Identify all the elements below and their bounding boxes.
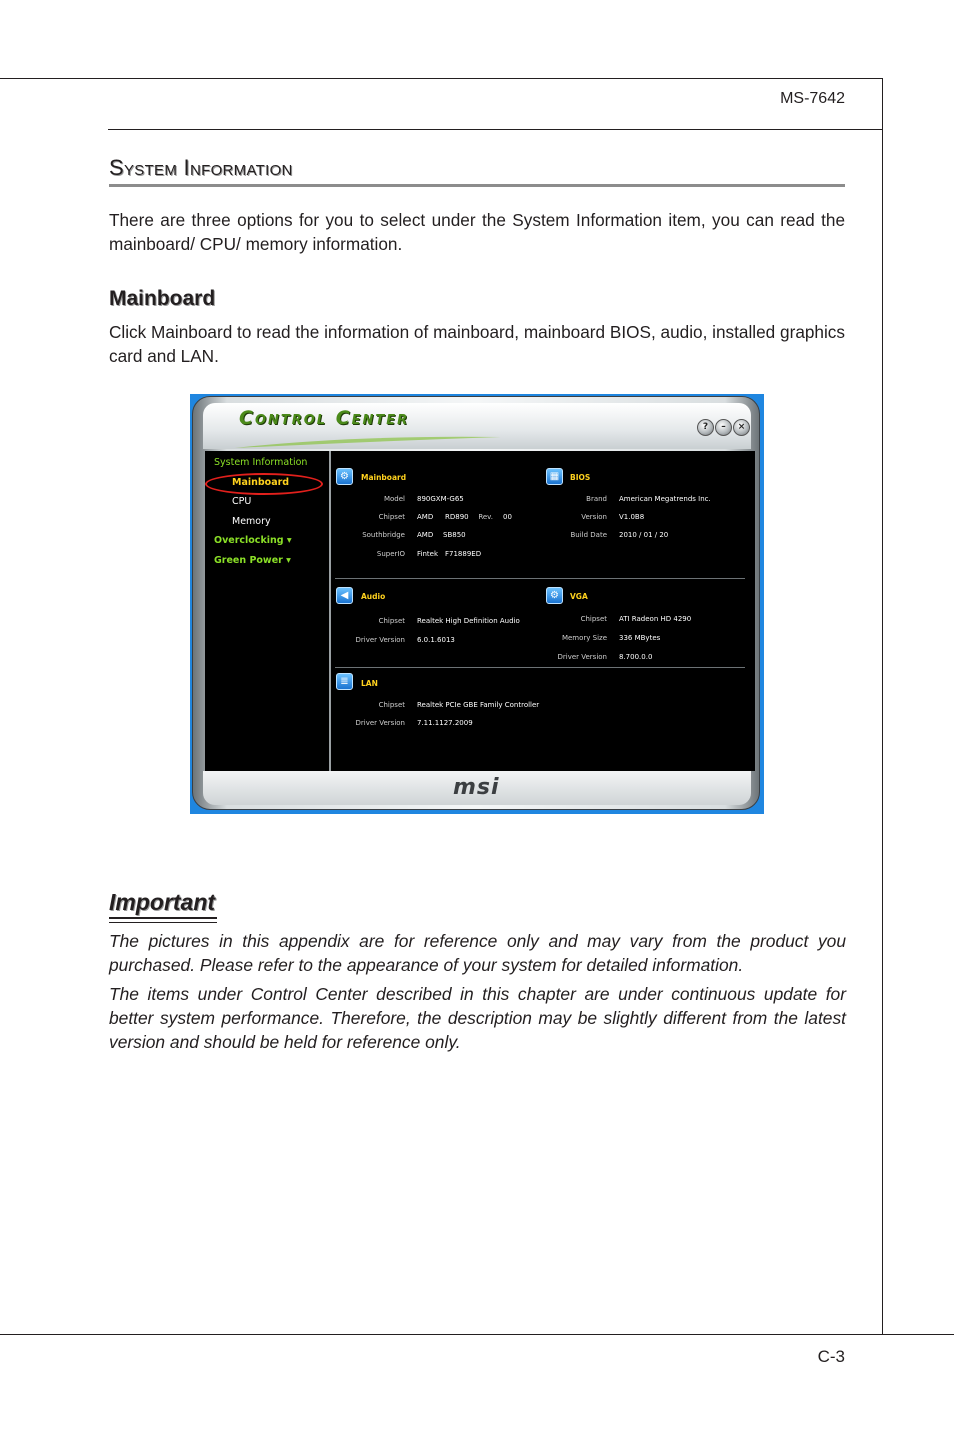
intro-paragraph: There are three options for you to select under the System Information item, you can read the mainboard/ CPU/ memory information.: [109, 210, 845, 254]
nav-mainboard[interactable]: Mainboard: [232, 477, 290, 488]
vga-gear-icon: ⚙: [546, 587, 563, 604]
chipset-label: Chipset: [378, 513, 405, 521]
important-note-2: The items under Control Center described in this chapter are under continuous update for better system performance. Therefore, the description may be slightly different from the latest version and should be held for reference only.: [109, 984, 846, 1052]
bios-chip-icon: ▦: [546, 468, 563, 485]
chipset-model: RD890: [445, 513, 469, 521]
logo-swoosh-icon: [233, 433, 503, 451]
build-date-label: Build Date: [570, 531, 607, 539]
important-heading: Important: [109, 889, 216, 915]
southbridge-label: Southbridge: [362, 531, 405, 539]
rev-value: 00: [503, 513, 512, 521]
close-button[interactable]: ×: [733, 419, 750, 436]
vga-chipset-value: ATI Radeon HD 4290: [619, 615, 692, 623]
minimize-button[interactable]: –: [715, 419, 732, 436]
footer-rule: [0, 1334, 954, 1335]
superio-label: SuperIO: [376, 550, 405, 558]
right-margin-rule: [882, 78, 883, 1334]
chipset-vendor: AMD: [417, 513, 434, 521]
header-rule: [108, 129, 883, 130]
vga-driver-value: 8.700.0.0: [619, 653, 653, 661]
build-date-value: 2010 / 01 / 20: [619, 531, 669, 539]
nav-system-information[interactable]: System Information: [214, 457, 308, 468]
lan-group-title: LAN: [361, 679, 378, 688]
bios-version-label: Version: [581, 513, 607, 521]
model-number: MS-7642: [780, 90, 845, 107]
important-underline: [109, 917, 217, 919]
control-center-screenshot: [190, 394, 764, 814]
important-note-1: The pictures in this appendix are for reference only and may vary from the product you purchased. Please refer to the appearance of your system for detailed information.: [109, 931, 846, 975]
app-title-bar: [203, 403, 751, 449]
vga-group-title: VGA: [570, 592, 588, 601]
southbridge-vendor: AMD: [417, 531, 434, 539]
mainboard-paragraph: Click Mainboard to read the information of mainboard, mainboard BIOS, audio, installed graphics card and LAN.: [109, 322, 845, 366]
mainboard-icon: ⚙: [336, 468, 353, 485]
section-title: System Information: [109, 155, 293, 180]
vga-driver-label: Driver Version: [557, 653, 607, 661]
audio-group-title: Audio: [361, 592, 386, 601]
superio-vendor: Fintek: [417, 550, 439, 558]
bios-group-title: BIOS: [570, 473, 591, 482]
lan-driver-value: 7.11.1127.2009: [417, 719, 473, 727]
msi-logo: msi: [453, 775, 500, 800]
audio-chipset-value: Realtek High Definition Audio: [417, 617, 520, 625]
superio-model: F71889ED: [445, 550, 482, 558]
group-divider-lower: [335, 667, 745, 668]
model-value: 890GXM-G65: [417, 495, 464, 503]
lan-network-icon: ≣: [336, 673, 353, 690]
southbridge-model: SB850: [443, 531, 466, 539]
audio-driver-label: Driver Version: [355, 636, 405, 644]
lan-driver-label: Driver Version: [355, 719, 405, 727]
rev-label: Rev.: [478, 513, 493, 521]
nav-green-power[interactable]: Green Power ▾: [214, 555, 291, 566]
app-title: Control Center: [239, 407, 410, 429]
mainboard-heading: Mainboard: [109, 287, 216, 310]
app-content: [205, 451, 755, 771]
bios-version-value: V1.0B8: [619, 513, 645, 521]
lan-chipset-value: Realtek PCIe GBE Family Controller: [417, 701, 540, 709]
app-bottom-bar: [203, 771, 751, 805]
audio-driver-value: 6.0.1.6013: [417, 636, 455, 644]
brand-value: American Megatrends Inc.: [619, 495, 711, 503]
page-number: C-3: [817, 1347, 845, 1366]
mainboard-group-title: Mainboard: [361, 473, 407, 482]
nav-cpu[interactable]: CPU: [232, 496, 252, 507]
vga-memory-label: Memory Size: [561, 634, 607, 642]
help-button[interactable]: ?: [697, 419, 714, 436]
nav-memory[interactable]: Memory: [232, 516, 271, 527]
important-underline-thin: [109, 922, 217, 923]
audio-chipset-label: Chipset: [378, 617, 405, 625]
lan-chipset-label: Chipset: [378, 701, 405, 709]
brand-label: Brand: [586, 495, 607, 503]
app-window-frame: [192, 396, 760, 810]
vga-chipset-label: Chipset: [580, 615, 607, 623]
sidebar-divider: [329, 451, 331, 771]
group-divider: [335, 578, 745, 579]
section-title-underline: [109, 184, 845, 187]
model-label: Model: [383, 495, 405, 503]
nav-overclocking[interactable]: Overclocking ▾: [214, 535, 292, 546]
vga-memory-value: 336 MBytes: [619, 634, 661, 642]
audio-speaker-icon: ◀: [336, 587, 353, 604]
top-rule: [0, 78, 883, 79]
